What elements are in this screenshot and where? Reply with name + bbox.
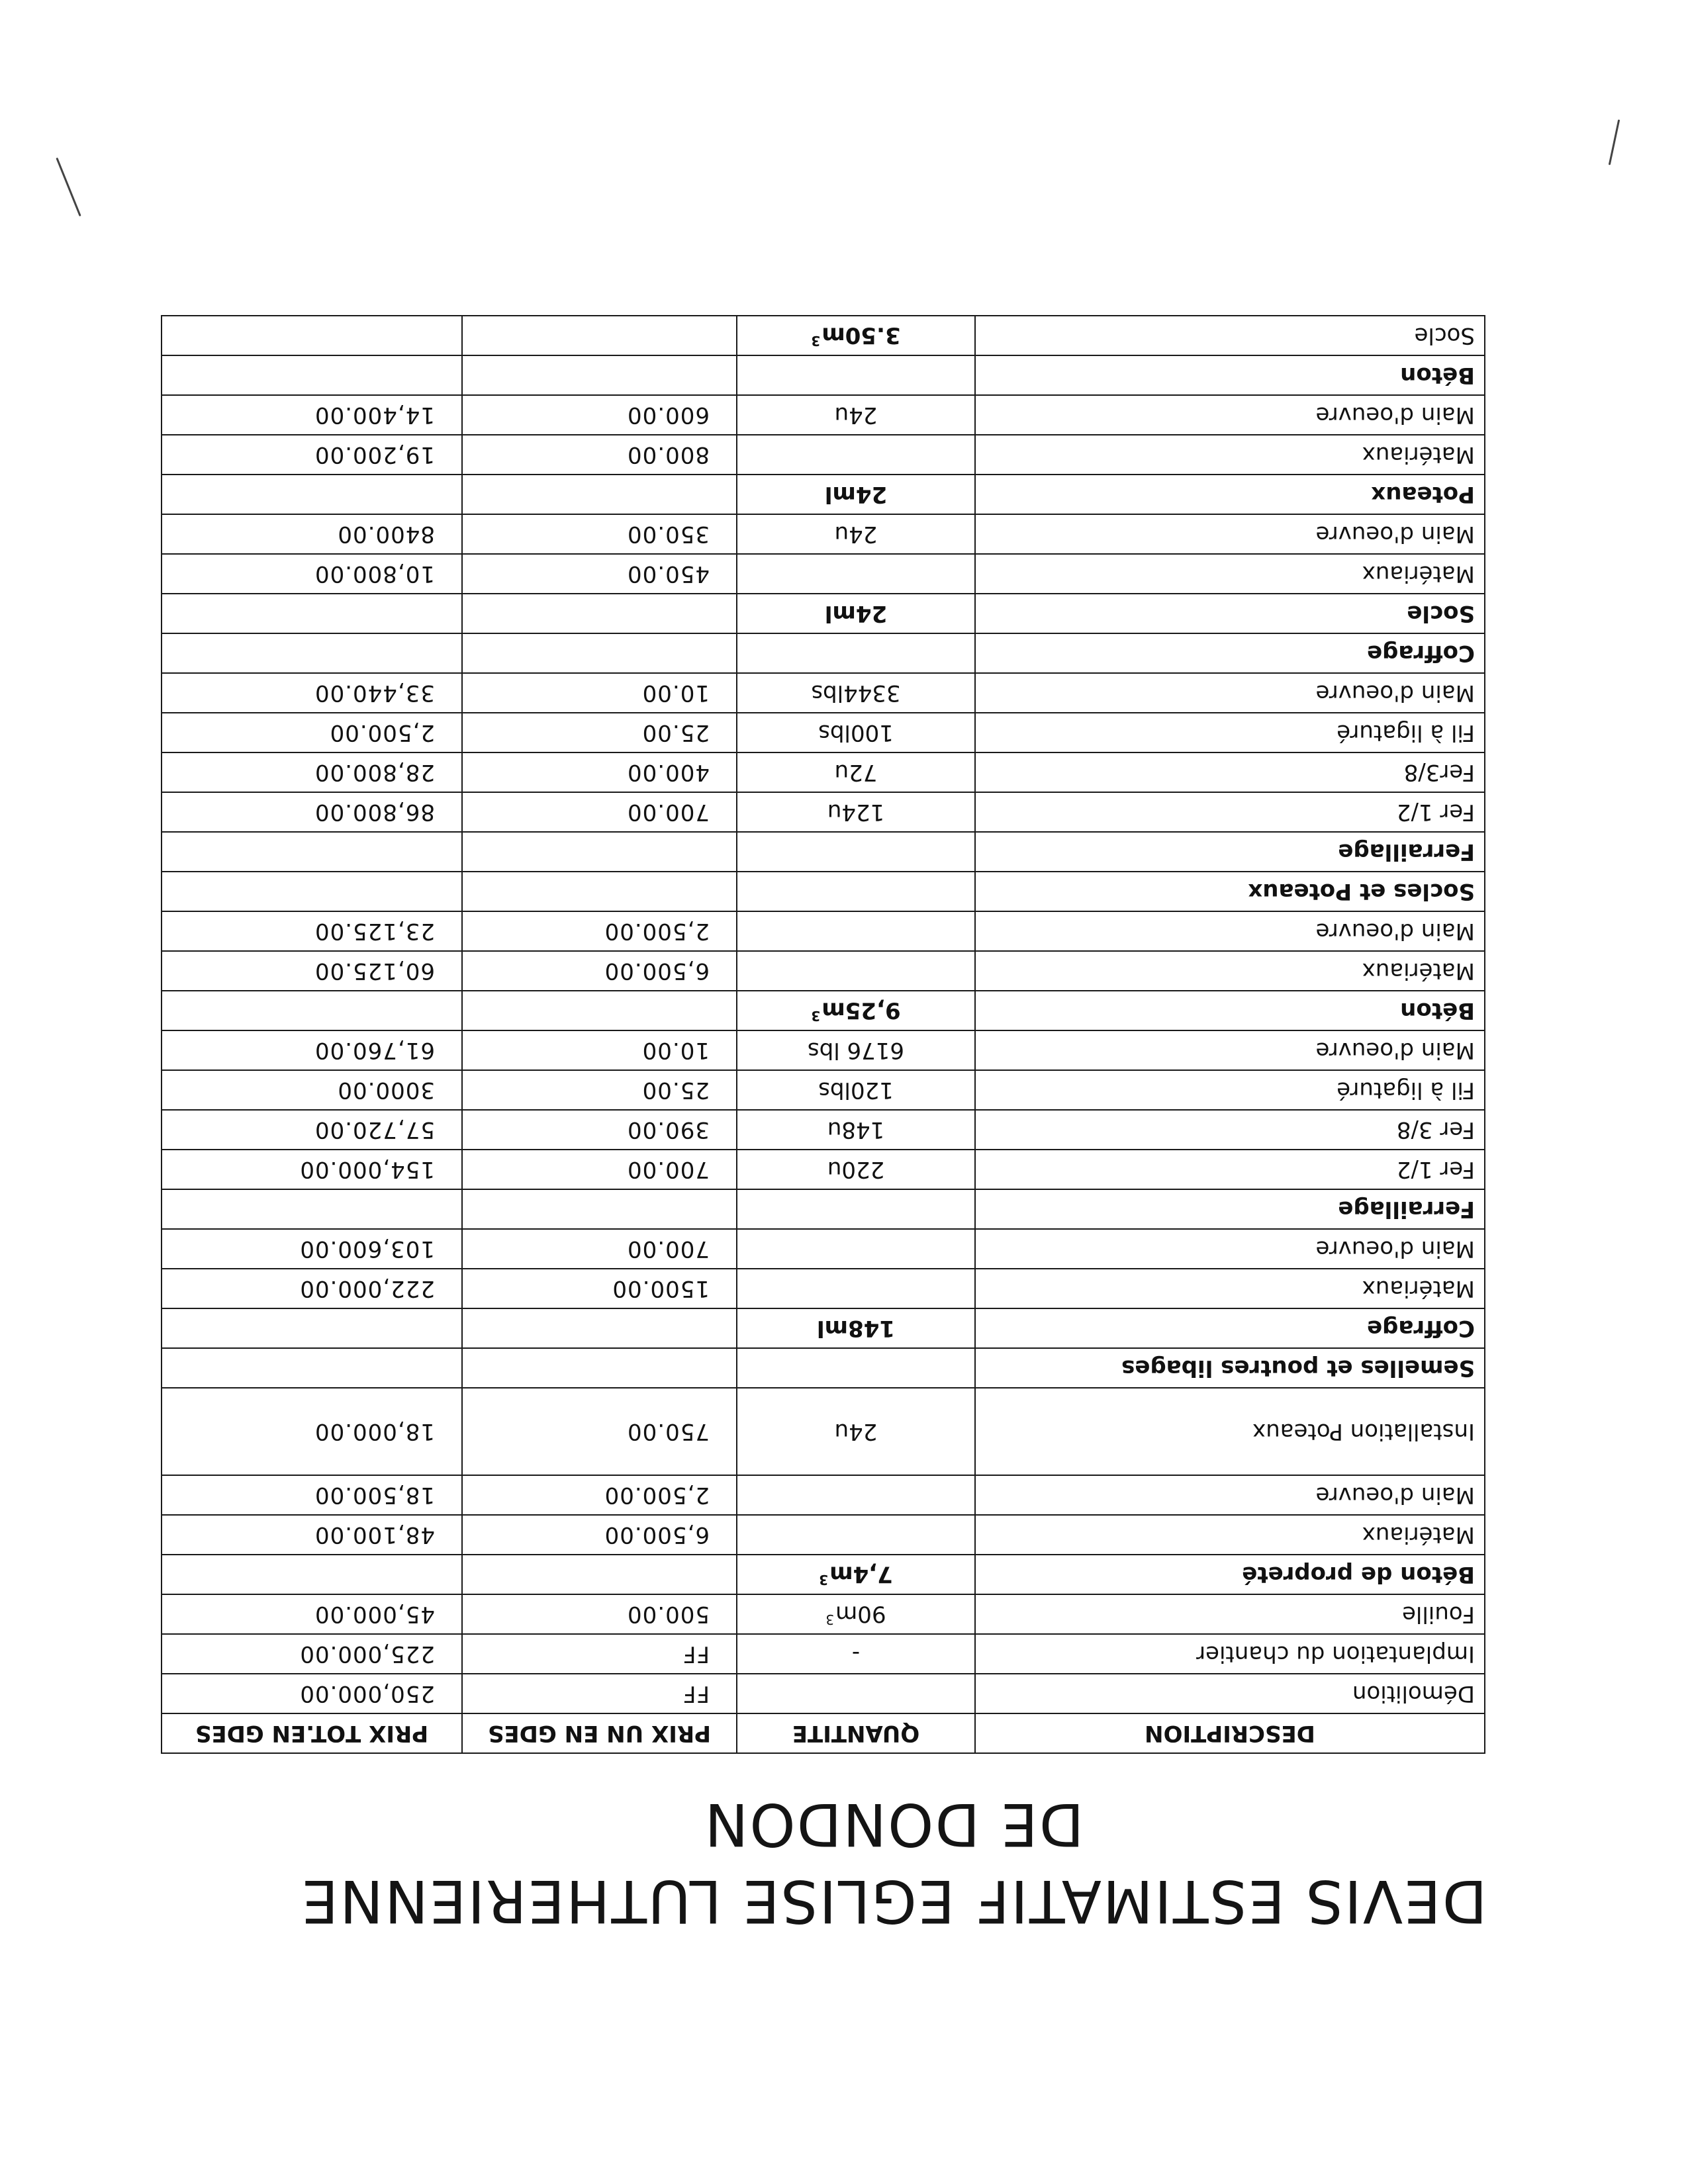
table-row	[162, 991, 1485, 1030]
row-total-price	[162, 872, 462, 911]
quantity-exponent: 3	[819, 1572, 829, 1588]
row-quantity	[737, 395, 975, 435]
row-description	[975, 1348, 1485, 1388]
row-quantity	[737, 1110, 975, 1150]
row-total-price-text: 60,125.00	[314, 958, 435, 984]
table-row	[162, 792, 1485, 832]
row-quantity	[737, 554, 975, 594]
row-description	[975, 832, 1485, 872]
row-quantity-text: 24ml	[824, 481, 888, 508]
table-row	[162, 713, 1485, 752]
header-description: DESCRIPTION	[975, 1713, 1485, 1753]
row-total-price-text: 33,440.00	[314, 680, 435, 706]
row-unit-price	[462, 911, 737, 951]
row-unit-price-text: 600.00	[627, 402, 710, 428]
row-total-price	[162, 554, 462, 594]
row-description	[975, 951, 1485, 991]
table-row	[162, 1634, 1485, 1674]
row-total-price	[162, 1070, 462, 1110]
row-description-text: Semelles et poutres libages	[1121, 1355, 1475, 1381]
row-description	[975, 594, 1485, 633]
row-unit-price-text: 10.00	[641, 1037, 710, 1064]
row-quantity-text: 6176 lbs	[807, 1037, 905, 1064]
row-total-price	[162, 1308, 462, 1348]
table-row	[162, 1515, 1485, 1555]
row-quantity-text: 148ml	[816, 1315, 896, 1342]
row-description-text: Ferraillage	[1338, 839, 1475, 865]
row-description	[975, 1110, 1485, 1150]
row-unit-price	[462, 1475, 737, 1515]
row-unit-price-text: 350.00	[627, 521, 710, 547]
row-unit-price-text: 750.00	[627, 1418, 710, 1445]
row-description-text: Socle	[1407, 600, 1475, 627]
quantity-exponent: 3	[811, 1008, 821, 1024]
row-description	[975, 713, 1485, 752]
row-description	[975, 554, 1485, 594]
row-total-price	[162, 1030, 462, 1070]
row-description	[975, 792, 1485, 832]
row-quantity	[737, 514, 975, 554]
row-total-price	[162, 1150, 462, 1189]
table-row	[162, 1269, 1485, 1308]
row-unit-price	[462, 1594, 737, 1634]
row-unit-price	[462, 395, 737, 435]
row-unit-price	[462, 951, 737, 991]
row-description	[975, 1308, 1485, 1348]
row-description	[975, 872, 1485, 911]
row-description-text: Matériaux	[1362, 1275, 1475, 1302]
row-unit-price-text: FF	[682, 1641, 710, 1667]
row-description	[975, 514, 1485, 554]
row-quantity	[737, 752, 975, 792]
row-quantity	[737, 1269, 975, 1308]
table-row	[162, 594, 1485, 633]
row-unit-price-text: 390.00	[627, 1116, 710, 1143]
row-total-price	[162, 1555, 462, 1594]
table-row	[162, 1110, 1485, 1150]
row-quantity	[737, 991, 975, 1030]
row-description	[975, 673, 1485, 713]
row-quantity	[737, 1229, 975, 1269]
row-description-text: Matériaux	[1362, 958, 1475, 984]
table-row	[162, 514, 1485, 554]
row-description-text: Ferraillage	[1338, 1196, 1475, 1222]
row-description-text: Socles et Poteaux	[1248, 878, 1475, 905]
row-total-price	[162, 752, 462, 792]
row-total-price-text: 18,000.00	[314, 1418, 435, 1445]
row-unit-price	[462, 872, 737, 911]
row-unit-price-text: 1500.00	[612, 1275, 710, 1302]
table-row	[162, 1070, 1485, 1110]
row-unit-price	[462, 792, 737, 832]
row-quantity	[737, 951, 975, 991]
row-unit-price-text: 500.00	[627, 1601, 710, 1627]
row-unit-price	[462, 832, 737, 872]
table-row	[162, 1555, 1485, 1594]
table-row	[162, 673, 1485, 713]
row-quantity-text: 148u	[827, 1116, 885, 1143]
row-total-price	[162, 1110, 462, 1150]
row-unit-price-text: 800.00	[627, 441, 710, 468]
row-quantity	[737, 1594, 975, 1634]
row-description-text: Matériaux	[1362, 561, 1475, 587]
row-unit-price-text: FF	[682, 1680, 710, 1707]
table-row	[162, 1388, 1485, 1475]
row-quantity	[737, 872, 975, 911]
row-quantity	[737, 832, 975, 872]
row-quantity	[737, 633, 975, 673]
table-row	[162, 316, 1485, 355]
row-total-price	[162, 673, 462, 713]
row-quantity-text: 24u	[834, 521, 878, 547]
row-total-price	[162, 1348, 462, 1388]
row-description-text: Main d'oeuvre	[1315, 402, 1475, 428]
table-row	[162, 832, 1485, 872]
row-description-text: Main d'oeuvre	[1315, 918, 1475, 944]
row-unit-price	[462, 713, 737, 752]
table-row	[162, 1348, 1485, 1388]
row-unit-price-text: 400.00	[627, 759, 710, 786]
row-total-price	[162, 475, 462, 514]
row-total-price	[162, 1269, 462, 1308]
row-unit-price	[462, 1189, 737, 1229]
quantity-exponent: 3	[825, 1612, 835, 1628]
row-description-text: Main d'oeuvre	[1315, 1037, 1475, 1064]
row-quantity-text: 7,4m	[829, 1561, 893, 1588]
table-row	[162, 1674, 1485, 1713]
row-description-text: Béton	[1400, 997, 1475, 1024]
row-description	[975, 475, 1485, 514]
row-unit-price-text: 2,500.00	[604, 1482, 710, 1508]
row-description	[975, 1594, 1485, 1634]
row-total-price-text: 103,600.00	[299, 1236, 435, 1262]
row-description	[975, 395, 1485, 435]
row-total-price	[162, 911, 462, 951]
row-total-price	[162, 832, 462, 872]
row-unit-price	[462, 1070, 737, 1110]
row-total-price	[162, 792, 462, 832]
table-row	[162, 911, 1485, 951]
estimate-table	[161, 315, 1485, 1754]
row-quantity-text: 9,25m	[821, 997, 901, 1024]
row-description	[975, 991, 1485, 1030]
row-quantity-text: 24ml	[824, 600, 888, 627]
row-total-price	[162, 435, 462, 475]
row-quantity-text: 72u	[834, 759, 878, 786]
row-description	[975, 1030, 1485, 1070]
row-quantity-text: 24u	[834, 1418, 878, 1445]
row-total-price	[162, 1475, 462, 1515]
row-description	[975, 316, 1485, 355]
row-description-text: Coffrage	[1367, 1315, 1475, 1342]
row-unit-price-text: 700.00	[627, 1236, 710, 1262]
row-total-price-text: 10,800.00	[314, 561, 435, 587]
row-quantity	[737, 475, 975, 514]
row-unit-price-text: 2,500.00	[604, 918, 710, 944]
row-quantity	[737, 911, 975, 951]
row-total-price-text: 18,500.00	[314, 1482, 435, 1508]
row-unit-price	[462, 1388, 737, 1475]
row-unit-price	[462, 1308, 737, 1348]
row-unit-price-text: 6,500.00	[604, 958, 710, 984]
row-total-price	[162, 951, 462, 991]
row-quantity-text: 3.50m	[821, 322, 901, 349]
table-header-row	[162, 1713, 1485, 1753]
row-total-price-text: 14,400.00	[314, 402, 435, 428]
row-description	[975, 1515, 1485, 1555]
row-unit-price	[462, 1634, 737, 1674]
row-total-price-text: 23,125.00	[314, 918, 435, 944]
scan-mark-right	[1609, 119, 1620, 165]
row-unit-price-text: 6,500.00	[604, 1522, 710, 1548]
row-unit-price	[462, 1515, 737, 1555]
row-quantity	[737, 1030, 975, 1070]
row-total-price-text: 2,500.00	[329, 719, 435, 746]
title-line-1: DEVIS ESTIMATIF EGLISE LUTHERIENNE	[300, 1867, 1487, 1935]
row-description-text: Fer 1/2	[1396, 1156, 1475, 1183]
table-row	[162, 435, 1485, 475]
row-unit-price	[462, 514, 737, 554]
row-quantity	[737, 1070, 975, 1110]
row-quantity	[737, 1308, 975, 1348]
table-row	[162, 752, 1485, 792]
row-unit-price	[462, 1674, 737, 1713]
row-quantity-text: 124u	[827, 799, 885, 825]
row-unit-price	[462, 673, 737, 713]
row-description-text: Béton	[1400, 362, 1475, 388]
row-description	[975, 435, 1485, 475]
row-description-text: Main d'oeuvre	[1315, 1236, 1475, 1262]
row-unit-price	[462, 1229, 737, 1269]
row-description-text: Matériaux	[1362, 1522, 1475, 1548]
table-row	[162, 1594, 1485, 1634]
row-unit-price	[462, 1110, 737, 1150]
row-total-price	[162, 1674, 462, 1713]
row-total-price-text: 57,720.00	[314, 1116, 435, 1143]
row-unit-price	[462, 316, 737, 355]
row-unit-price-text: 450.00	[627, 561, 710, 587]
row-quantity	[737, 355, 975, 395]
row-total-price	[162, 1189, 462, 1229]
row-description	[975, 1674, 1485, 1713]
row-description	[975, 1189, 1485, 1229]
scan-mark-left	[56, 158, 81, 216]
row-unit-price	[462, 554, 737, 594]
row-quantity-text: -	[851, 1641, 861, 1667]
table-row	[162, 872, 1485, 911]
row-unit-price	[462, 991, 737, 1030]
row-total-price	[162, 1388, 462, 1475]
row-unit-price-text: 700.00	[627, 1156, 710, 1183]
title-line-2: DE DONDON	[703, 1790, 1084, 1858]
row-description	[975, 1269, 1485, 1308]
row-total-price-text: 225,000.00	[299, 1641, 435, 1667]
row-description-text: Fer 1/2	[1396, 799, 1475, 825]
row-description	[975, 1634, 1485, 1674]
row-total-price	[162, 514, 462, 554]
table-row	[162, 554, 1485, 594]
row-total-price	[162, 633, 462, 673]
row-quantity	[737, 316, 975, 355]
quantity-exponent: 3	[811, 333, 821, 349]
row-unit-price	[462, 1150, 737, 1189]
row-description-text: Fer3/8	[1403, 759, 1475, 786]
row-quantity	[737, 1348, 975, 1388]
row-description-text: Béton de propreté	[1242, 1561, 1475, 1588]
row-description-text: Démolition	[1352, 1680, 1475, 1707]
row-unit-price	[462, 1555, 737, 1594]
row-total-price-text: 250,000.00	[299, 1680, 435, 1707]
row-quantity	[737, 435, 975, 475]
row-description	[975, 752, 1485, 792]
row-total-price-text: 222,000.00	[299, 1275, 435, 1302]
row-description-text: Fer 3/8	[1396, 1116, 1475, 1143]
table-row	[162, 1150, 1485, 1189]
row-quantity-text: 3344lbs	[811, 680, 901, 706]
row-description-text: Matériaux	[1362, 441, 1475, 468]
row-total-price	[162, 1515, 462, 1555]
row-total-price-text: 8400.00	[337, 521, 435, 547]
table-body	[162, 316, 1485, 1713]
row-unit-price	[462, 1348, 737, 1388]
row-description	[975, 355, 1485, 395]
row-quantity-text: 24u	[834, 402, 878, 428]
row-description-text: Poteaux	[1371, 481, 1475, 508]
row-quantity-text: 220u	[827, 1156, 885, 1183]
row-description	[975, 1070, 1485, 1110]
row-quantity	[737, 594, 975, 633]
row-unit-price	[462, 1030, 737, 1070]
row-quantity-text: 120lbs	[818, 1077, 894, 1103]
row-unit-price-text: 25.00	[641, 719, 710, 746]
row-description-text: Fil à ligaturé	[1336, 1077, 1475, 1103]
row-description	[975, 911, 1485, 951]
row-total-price-text: 154,000.00	[299, 1156, 435, 1183]
row-description-text: Fouille	[1402, 1601, 1475, 1627]
table-row	[162, 1229, 1485, 1269]
row-unit-price	[462, 594, 737, 633]
row-total-price	[162, 1229, 462, 1269]
row-total-price	[162, 1594, 462, 1634]
row-unit-price	[462, 435, 737, 475]
row-unit-price	[462, 1269, 737, 1308]
row-quantity	[737, 1674, 975, 1713]
row-total-price-text: 28,800.00	[314, 759, 435, 786]
row-total-price	[162, 594, 462, 633]
row-quantity-text: 90m	[835, 1600, 886, 1627]
row-description-text: Socle	[1414, 322, 1475, 349]
row-quantity	[737, 1634, 975, 1674]
row-quantity	[737, 1388, 975, 1475]
table-row	[162, 475, 1485, 514]
row-unit-price	[462, 475, 737, 514]
row-description	[975, 1475, 1485, 1515]
row-quantity	[737, 792, 975, 832]
table-row	[162, 1308, 1485, 1348]
row-unit-price-text: 25.00	[641, 1077, 710, 1103]
row-quantity	[737, 1475, 975, 1515]
row-total-price	[162, 713, 462, 752]
row-description	[975, 1150, 1485, 1189]
row-total-price	[162, 355, 462, 395]
row-quantity	[737, 673, 975, 713]
row-total-price-text: 61,760.00	[314, 1037, 435, 1064]
row-total-price	[162, 316, 462, 355]
table-row	[162, 633, 1485, 673]
row-unit-price	[462, 752, 737, 792]
row-quantity	[737, 713, 975, 752]
row-unit-price-text: 10.00	[641, 680, 710, 706]
row-quantity	[737, 1555, 975, 1594]
table-row	[162, 1030, 1485, 1070]
row-quantity-text: 100lbs	[818, 719, 894, 746]
header-total-price: PRIX TOT.EN GDES	[162, 1713, 462, 1753]
row-total-price	[162, 395, 462, 435]
table-row	[162, 1189, 1485, 1229]
row-unit-price-text: 700.00	[627, 799, 710, 825]
table-row	[162, 951, 1485, 991]
row-description-text: Implantation du chantier	[1196, 1641, 1475, 1667]
row-total-price-text: 19,200.00	[314, 441, 435, 468]
row-description-text: Installation Poteaux	[1252, 1418, 1475, 1445]
header-quantity: QUANTITE	[737, 1713, 975, 1753]
row-total-price-text: 86,800.00	[314, 799, 435, 825]
row-description-text: Main d'oeuvre	[1315, 521, 1475, 547]
row-description-text: Main d'oeuvre	[1315, 680, 1475, 706]
row-total-price-text: 48,100.00	[314, 1522, 435, 1548]
row-description-text: Main d'oeuvre	[1315, 1482, 1475, 1508]
row-description-text: Coffrage	[1367, 640, 1475, 666]
row-quantity	[737, 1189, 975, 1229]
row-total-price	[162, 991, 462, 1030]
document-title	[298, 1786, 1489, 1939]
table-row	[162, 395, 1485, 435]
row-quantity	[737, 1515, 975, 1555]
row-description	[975, 1388, 1485, 1475]
row-description	[975, 633, 1485, 673]
row-description-text: Fil à ligaturé	[1336, 719, 1475, 746]
row-total-price-text: 45,000.00	[314, 1601, 435, 1627]
header-unit-price: PRIX UN EN GDES	[462, 1713, 737, 1753]
row-unit-price	[462, 355, 737, 395]
row-total-price	[162, 1634, 462, 1674]
row-description	[975, 1229, 1485, 1269]
table-row	[162, 1475, 1485, 1515]
table-row	[162, 355, 1485, 395]
row-description	[975, 1555, 1485, 1594]
row-unit-price	[462, 633, 737, 673]
row-quantity	[737, 1150, 975, 1189]
row-total-price-text: 3000.00	[337, 1077, 435, 1103]
